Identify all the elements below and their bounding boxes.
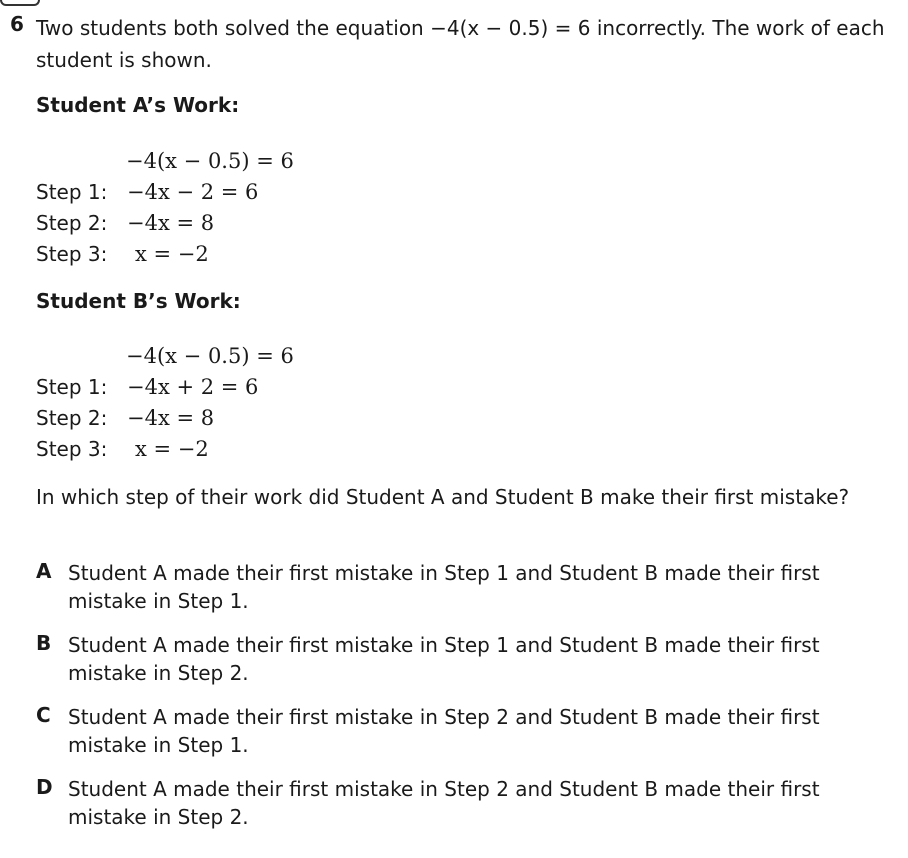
step-label: Step 1: xyxy=(36,375,108,399)
page-edge-tab xyxy=(0,0,40,6)
step-label: Step 3: xyxy=(36,437,108,461)
step-equation: x = −2 xyxy=(135,437,209,461)
step-label: Step 1: xyxy=(36,180,108,204)
student-a-step-3 xyxy=(36,239,209,270)
student-b-step-2 xyxy=(36,403,214,434)
choice-letter: B xyxy=(36,631,52,655)
answer-choice-c[interactable] xyxy=(36,703,886,759)
step-equation: −4x − 2 = 6 xyxy=(127,180,259,204)
question-text: Two students both solved the equation −4(x − 0.5) = 6 incorrectly. The work of each student is shown. xyxy=(36,16,885,72)
step-equation: x = −2 xyxy=(135,242,209,266)
question-stem xyxy=(10,12,890,76)
student-b-step-1 xyxy=(36,372,258,403)
choice-text: Student A made their first mistake in Step 1 and Student B made their first mistake in Step 1. xyxy=(68,561,820,613)
answer-choice-a[interactable] xyxy=(36,559,886,615)
question-prompt: In which step of their work did Student A and Student B make their first mistake? xyxy=(36,485,850,509)
question-number: 6 xyxy=(10,12,24,36)
answer-choice-b[interactable] xyxy=(36,631,886,687)
choice-text: Student A made their first mistake in Step 2 and Student B made their first mistake in Step 1. xyxy=(68,705,820,757)
student-a-heading: Student A’s Work: xyxy=(36,93,240,117)
step-label: Step 2: xyxy=(36,211,108,235)
step-equation: −4x = 8 xyxy=(127,211,215,235)
choice-text: Student A made their first mistake in Step 1 and Student B made their first mistake in Step 2. xyxy=(68,633,820,685)
step-equation: −4x + 2 = 6 xyxy=(127,375,259,399)
step-label: Step 2: xyxy=(36,406,108,430)
choice-text: Student A made their first mistake in Step 2 and Student B made their first mistake in Step 2. xyxy=(68,777,820,829)
choice-letter: C xyxy=(36,703,51,727)
student-b-step-3 xyxy=(36,434,209,465)
step-equation: −4x = 8 xyxy=(127,406,215,430)
student-a-step-1 xyxy=(36,177,258,208)
answer-choice-d[interactable] xyxy=(36,775,886,831)
student-a-step-2 xyxy=(36,208,214,239)
choice-letter: A xyxy=(36,559,52,583)
step-label: Step 3: xyxy=(36,242,108,266)
choice-letter: D xyxy=(36,775,53,799)
student-b-heading: Student B’s Work: xyxy=(36,289,241,313)
